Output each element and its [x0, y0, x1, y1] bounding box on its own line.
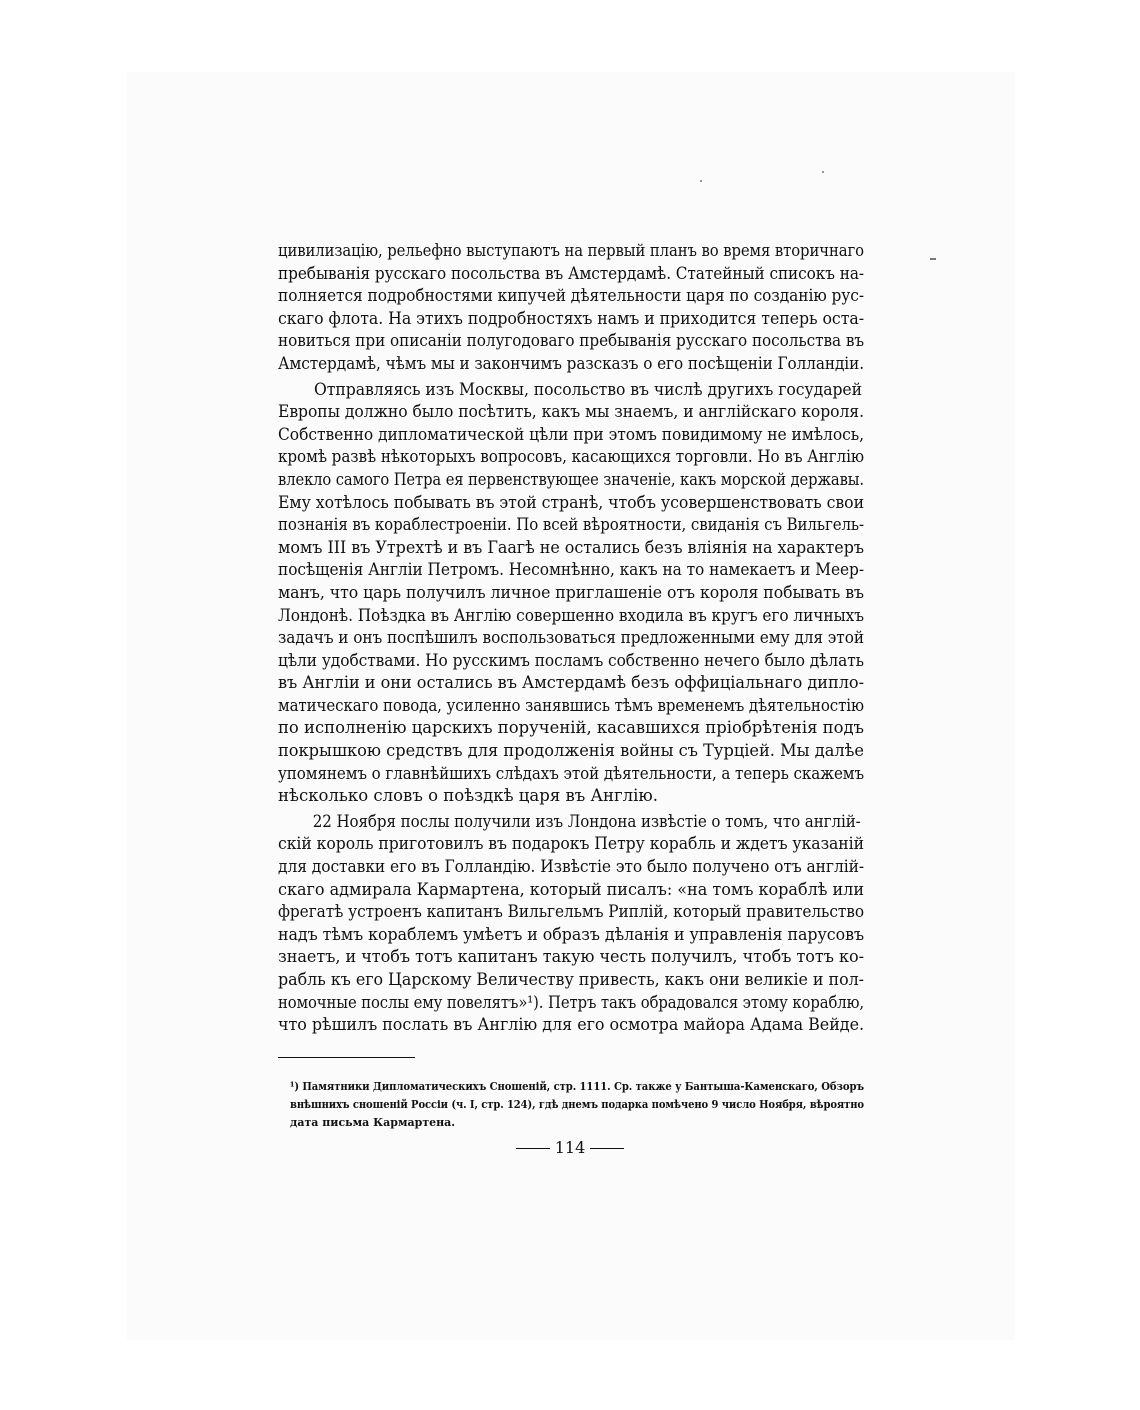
text-line: знаетъ, и чтобъ тотъ капитанъ такую честь получилъ, чтобъ тотъ ко- [278, 947, 864, 967]
dash-left [516, 1148, 550, 1149]
text-line: познанія въ кораблестроеніи. По всей вѣроятности, свиданія съ Вильгель- [278, 515, 864, 535]
scan-speck [822, 171, 824, 173]
page-number-value: 114 [554, 1138, 586, 1157]
text-line: рабль къ его Царскому Величеству привесть, какъ они великіе и пол- [278, 970, 864, 989]
text-line: упомянемъ о главнѣйшихъ слѣдахъ этой дѣятельности, а теперь скажемъ [278, 763, 864, 783]
text-line: влекло самого Петра ея первенствующее значеніе, какъ морской державы. [278, 469, 864, 489]
text-line: покрышкою средствъ для продолженія войны съ Турціей. Мы далѣе [278, 741, 864, 761]
text-line: скаго флота. На этихъ подробностяхъ намъ и приходится теперь оста- [278, 308, 864, 328]
text-line: цивилизацію, рельефно выступаютъ на первый планъ во время вторичнаго [278, 241, 864, 260]
text-line: 22 Ноября послы получили изъ Лондона извѣстіе о томъ, что англій- [312, 811, 861, 831]
text-line: Лондонѣ. Поѣздка въ Англію совершенно входила въ кругъ его личныхъ [278, 605, 864, 625]
text-line: Амстердамѣ, чѣмъ мы и закончимъ разсказъ о его посѣщеніи Голландіи. [278, 353, 864, 373]
text-line: что рѣшилъ послать въ Англію для его осмотра майора Адама Вейде. [278, 1015, 864, 1035]
text-line: скій король приготовилъ въ подарокъ Петру корабль и ждетъ указаній [278, 834, 864, 854]
footnotes [290, 1078, 864, 1132]
footnote-line: дата письма Кармартена. [290, 1116, 456, 1129]
text-line: задачъ и онъ поспѣшилъ воспользоваться предложенными ему для этой [278, 628, 864, 648]
scan-speck [930, 258, 936, 260]
text-line: Европы должно было посѣтить, какъ мы знаемъ, и англійскаго короля. [278, 402, 864, 422]
text-line: нѣсколько словъ о поѣздкѣ царя въ Англію. [278, 786, 659, 806]
text-line: номочные послы ему повелятъ»¹). Петръ такъ обрадовался этому кораблю, [278, 992, 864, 1012]
text-line: для доставки его въ Голландію. Извѣстіе это было получено отъ англій- [278, 857, 864, 877]
text-line: цѣли удобствами. Но русскимъ посламъ собственно нечего было дѣлать [278, 650, 864, 670]
text-line: въ Англіи и они остались въ Амстердамѣ безъ оффиціальнаго дипло- [278, 673, 864, 693]
text-line: Отправляясь изъ Москвы, посольство въ числѣ другихъ государей [314, 379, 863, 399]
text-line: фрегатѣ устроенъ капитанъ Вильгельмъ Риплій, который правительство [278, 902, 864, 922]
text-line: скаго адмирала Кармартена, который писалъ: «на томъ кораблѣ или [278, 879, 864, 899]
text-line: полняется подробностями кипучей дѣятельности царя по созданію рус- [278, 286, 864, 306]
text-line: кромѣ развѣ нѣкоторыхъ вопросовъ, касающихся торговли. Но въ Англію [278, 447, 864, 467]
footnote-line: внѣшнихъ сношеній Россіи (ч. I, стр. 124), гдѣ днемъ подарка помѣчено 9 число Ноября, вѣроятно [290, 1098, 864, 1111]
text-line: по исполненію царскихъ порученій, касавшихся пріобрѣтенія подъ [278, 718, 864, 738]
text-line: новиться при описаніи полугодоваго пребыванія русскаго посольства въ [278, 331, 864, 351]
text-line: пребыванія русскаго посольства въ Амстердамѣ. Статейный списокъ на- [278, 263, 864, 283]
text-line: момъ III въ Утрехтѣ и въ Гаагѣ не остались безъ вліянія на характеръ [278, 537, 864, 557]
page-number [0, 1138, 1140, 1157]
text-line: Ему хотѣлось побывать въ этой странѣ, чтобъ усовершенствовать свои [278, 492, 864, 512]
text-line: манъ, что царь получилъ личное приглашеніе отъ короля побывать въ [278, 582, 864, 602]
dash-right [590, 1148, 624, 1149]
body-text [278, 240, 864, 1037]
scan-speck [700, 180, 702, 182]
footnote-line: ¹) Памятники Дипломатическихъ Сношеній, стр. 1111. Ср. также у Бантыша-Каменскаго, Обзоръ [290, 1080, 864, 1093]
text-line: надъ тѣмъ кораблемъ умѣетъ и образъ дѣланія и управленія парусовъ [278, 924, 864, 944]
text-line: посѣщенія Англіи Петромъ. Несомнѣнно, какъ на то намекаетъ и Меер- [278, 560, 864, 580]
footnote-rule [278, 1057, 415, 1058]
text-line: матическаго повода, усиленно занявшись тѣмъ временемъ дѣятельностію [278, 695, 864, 715]
text-line: Собственно дипломатической цѣли при этомъ повидимому не имѣлось, [278, 424, 864, 444]
